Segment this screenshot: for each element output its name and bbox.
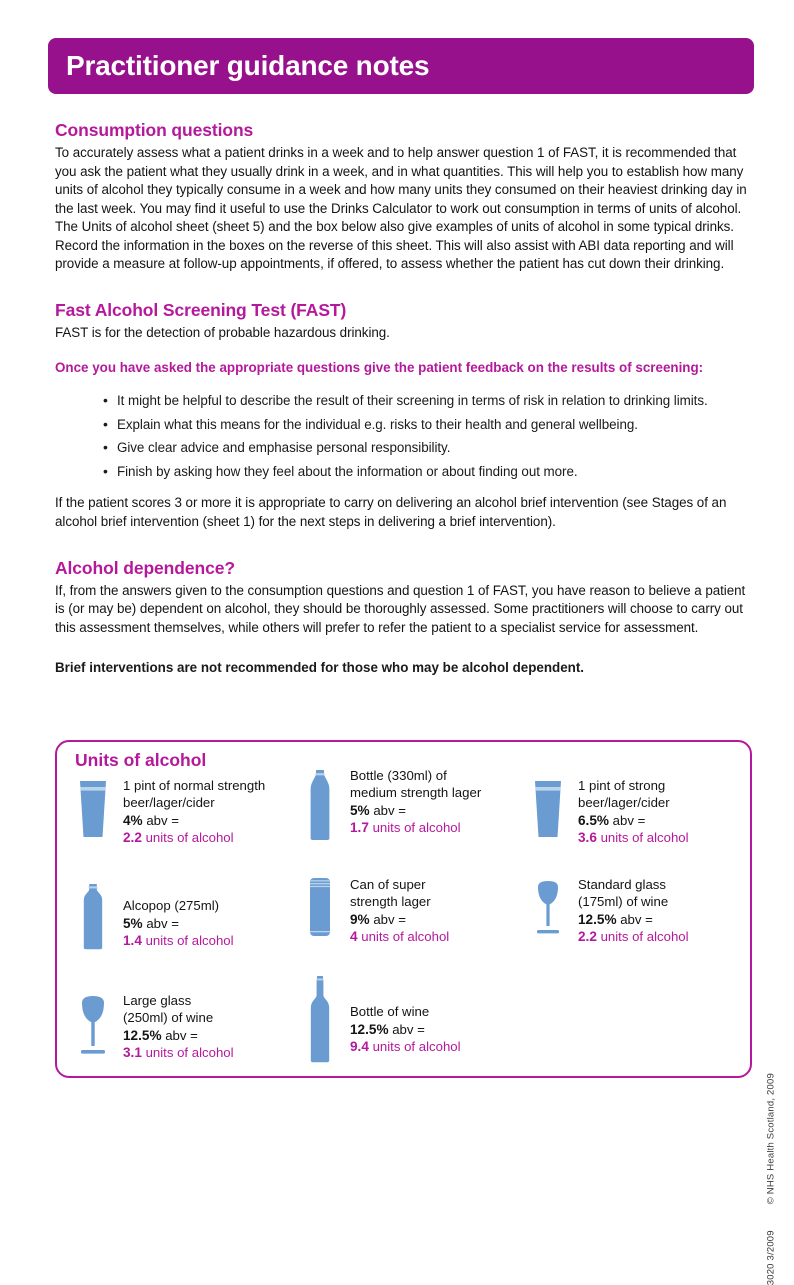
abv-suffix: abv = xyxy=(146,812,179,828)
pint-glass-icon xyxy=(522,778,574,840)
consumption-paragraph: To accurately assess what a patient drinks in a week and to help answer question 1 of FAST, it is recommended that you ask the patient what they usually drink in a week, and in what quantities. This will help you to establish how many units of alcohol they typically consume in a week and how many units they consumed on their heaviest drinking day in the last week. You may find it useful to use the Drinks Calculator to work out consumption in terms of units of alcohol. The Units of alcohol sheet (sheet 5) and the box below also give examples of units of alcohol in some typical drinks. Record the information in the boxes on the reverse of this sheet. This will also assist with ABI data reporting and will provide a measure at follow-up appointments, if offered, to assess whether the patient has cut down their drinking. xyxy=(55,145,747,272)
list-item: • It might be helpful to describe the result of their screening in terms of risk in relation to drinking limits. xyxy=(103,392,755,411)
list-item: • Explain what this means for the individual e.g. risks to their health and general wellbeing. xyxy=(103,416,755,435)
main-content xyxy=(55,120,755,677)
abv-suffix: abv = xyxy=(165,1027,198,1043)
drink-line1: 1 pint of normal strength xyxy=(123,778,266,793)
units-suffix: units of alcohol xyxy=(600,830,689,846)
fast-closing-paragraph: If the patient scores 3 or more it is appropriate to carry on delivering an alcohol brief intervention (see Stages of an alcohol brief intervention (sheet 1) for the next steps in delivering a brief intervention). xyxy=(55,495,727,530)
abv-suffix: abv = xyxy=(373,911,406,927)
drink-line2: strength lager xyxy=(350,893,431,909)
drink-entry-1 xyxy=(294,768,481,840)
drink-units-value: 1.4 xyxy=(123,933,142,949)
drink-entry-4 xyxy=(294,875,449,946)
units-of-alcohol-box xyxy=(55,740,752,1078)
drink-text-2 xyxy=(574,778,689,847)
units-suffix: units of alcohol xyxy=(372,820,461,836)
units-suffix: units of alcohol xyxy=(145,830,234,846)
drink-abv xyxy=(123,812,265,830)
footer-copyright: © NHS Health Scotland, 2009 xyxy=(765,1073,776,1205)
drink-line1: Standard glass xyxy=(578,877,666,892)
wine-glass-icon xyxy=(67,991,119,1059)
drink-abv xyxy=(350,1021,461,1039)
abv-suffix: abv = xyxy=(146,915,179,931)
drink-units xyxy=(350,928,449,946)
drink-abv xyxy=(350,802,481,820)
dependence-paragraph: If, from the answers given to the consumption questions and question 1 of FAST, you have reason to believe a patient is (or may be) dependent on alcohol, they should be thoroughly assessed. Some practitioners will choose to carry out this assessment themselves, while others will prefer to refer the patient to a specialist service for assessment. xyxy=(55,582,746,635)
drink-text-4 xyxy=(346,875,449,946)
drink-abv-value: 5% xyxy=(123,915,143,931)
drink-line1: Bottle of wine xyxy=(350,1004,430,1019)
section-heading-fast: Fast Alcohol Screening Test (FAST) xyxy=(55,299,347,320)
pint-glass-icon xyxy=(67,778,119,840)
drink-entry-6 xyxy=(67,991,234,1062)
drink-entry-2 xyxy=(522,778,689,847)
drink-units-value: 3.1 xyxy=(123,1045,142,1061)
units-suffix: units of alcohol xyxy=(600,929,689,945)
drink-units xyxy=(578,829,689,847)
drink-line1: Bottle (330ml) of xyxy=(350,768,447,783)
list-item: • Finish by asking how they feel about the information or about finding out more. xyxy=(103,463,755,482)
drink-line1: Alcopop (275ml) xyxy=(123,898,220,913)
drink-entry-3 xyxy=(67,882,234,952)
header-banner xyxy=(48,38,754,94)
drink-abv xyxy=(578,911,689,929)
drink-line2: (250ml) of wine xyxy=(123,1009,214,1025)
wine-glass-icon xyxy=(522,875,574,939)
drink-abv xyxy=(350,911,449,929)
units-suffix: units of alcohol xyxy=(145,933,234,949)
drink-units xyxy=(123,1044,234,1062)
drink-text-1 xyxy=(346,768,481,837)
drink-abv-value: 12.5% xyxy=(578,911,617,927)
beer-bottle-icon xyxy=(294,768,346,840)
drink-entry-7 xyxy=(294,974,461,1064)
drink-units-value: 2.2 xyxy=(123,830,142,846)
footer-doc-code: 3020 3/2009 xyxy=(765,1230,776,1285)
fast-feedback-bullet-list xyxy=(55,392,755,481)
drink-abv xyxy=(123,915,234,933)
drink-abv-value: 5% xyxy=(350,802,370,818)
dependence-bold-note: Brief interventions are not recommended for those who may be alcohol dependent. xyxy=(55,660,585,676)
list-item: • Give clear advice and emphasise personal responsibility. xyxy=(103,439,755,458)
drink-units xyxy=(350,1038,461,1056)
drink-line2: beer/lager/cider xyxy=(123,794,215,810)
units-suffix: units of alcohol xyxy=(372,1039,461,1055)
drink-units xyxy=(123,829,265,847)
drink-units-value: 3.6 xyxy=(578,830,597,846)
wine-bottle-icon xyxy=(294,974,346,1064)
section-heading-consumption-questions: Consumption questions xyxy=(55,120,254,140)
section-heading-alcohol-dependence: Alcohol dependence? xyxy=(55,557,235,578)
drink-line1: Large glass xyxy=(123,993,192,1008)
drink-text-0 xyxy=(119,778,265,847)
drink-text-5 xyxy=(574,875,689,946)
units-suffix: units of alcohol xyxy=(361,929,450,945)
abv-suffix: abv = xyxy=(392,1021,425,1037)
drink-abv-value: 4% xyxy=(123,812,143,828)
drink-line2: beer/lager/cider xyxy=(578,794,670,810)
abv-suffix: abv = xyxy=(620,911,653,927)
drink-text-3 xyxy=(119,882,234,950)
drink-line1: 1 pint of strong xyxy=(578,778,666,793)
drink-abv xyxy=(123,1027,234,1045)
drink-line1: Can of super xyxy=(350,877,426,892)
drink-units-value: 9.4 xyxy=(350,1039,369,1055)
drink-units-value: 4 xyxy=(350,929,358,945)
page-title: Practitioner guidance notes xyxy=(66,50,430,81)
units-box-title: Units of alcohol xyxy=(75,750,207,770)
drink-units xyxy=(350,819,481,837)
drink-units-value: 1.7 xyxy=(350,820,369,836)
alcopop-bottle-icon xyxy=(67,882,119,952)
drink-line2: medium strength lager xyxy=(350,784,482,800)
drink-abv-value: 6.5% xyxy=(578,812,609,828)
abv-suffix: abv = xyxy=(612,812,646,828)
drink-units-value: 2.2 xyxy=(578,929,597,945)
drink-text-6 xyxy=(119,991,234,1062)
fast-paragraph: FAST is for the detection of probable hazardous drinking. xyxy=(55,324,390,340)
fast-lead-text: Once you have asked the appropriate questions give the patient feedback on the results of screening: xyxy=(55,359,704,375)
units-grid xyxy=(57,742,754,1080)
drink-abv-value: 9% xyxy=(350,911,370,927)
drink-units xyxy=(578,928,689,946)
drink-abv-value: 12.5% xyxy=(350,1021,389,1037)
drink-abv xyxy=(578,812,689,830)
drink-entry-5 xyxy=(522,875,689,946)
abv-suffix: abv = xyxy=(373,802,406,818)
footer-vertical-text xyxy=(765,1073,776,1285)
units-suffix: units of alcohol xyxy=(145,1045,234,1061)
drink-text-7 xyxy=(346,974,461,1056)
beer-can-icon xyxy=(294,875,346,939)
drink-units xyxy=(123,932,234,950)
drink-entry-0 xyxy=(67,778,265,847)
drink-abv-value: 12.5% xyxy=(123,1027,162,1043)
drink-line2: (175ml) of wine xyxy=(578,893,669,909)
